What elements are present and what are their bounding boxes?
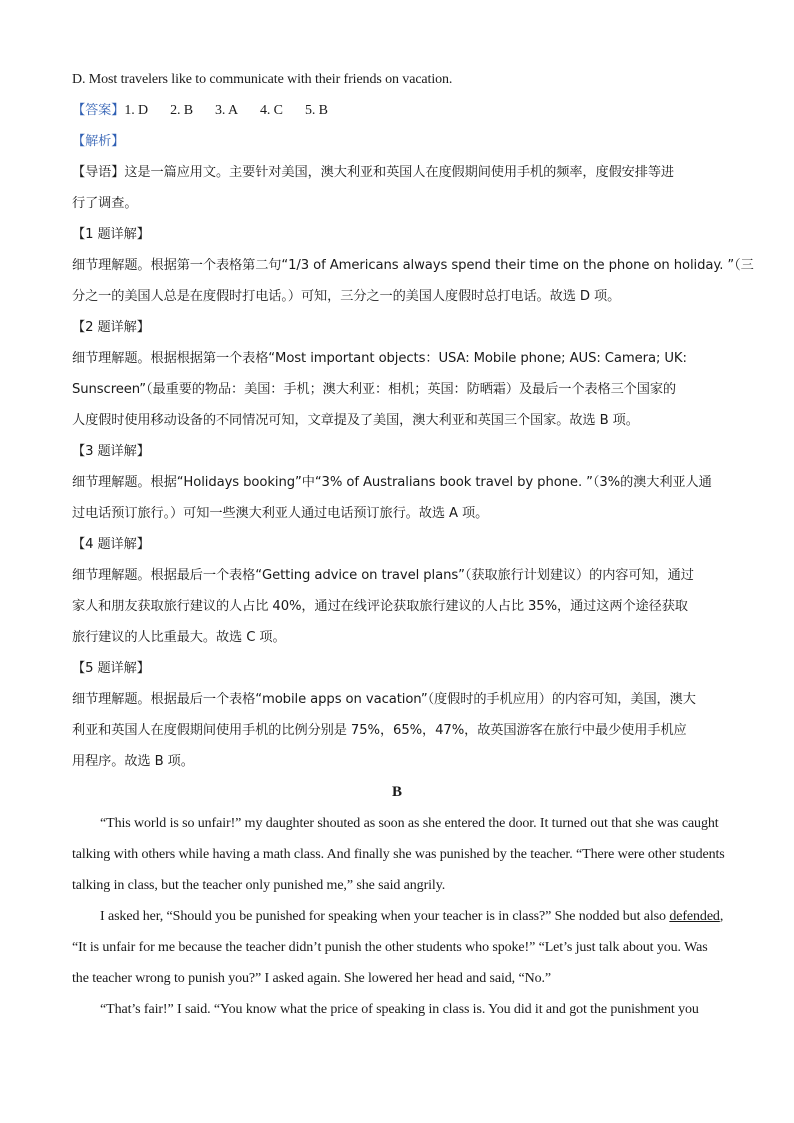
answer-4: 4. C xyxy=(259,103,283,118)
passage-p2-line-1 xyxy=(72,901,722,932)
q4-line-1: 细节理解题。根据最后一个表格“Getting advice on travel plans”（获取旅行计划建议）的内容可知，通过 xyxy=(72,568,694,583)
q1-line-1: 细节理解题。根据第一个表格第二句“1/3 of Americans always spend their time on the phone on holiday. ”（三 xyxy=(72,258,754,273)
passage-p1-line-3: talking in class, but the teacher only punished me,” she said angrily. xyxy=(72,878,446,893)
passage-underlined-word: defended xyxy=(669,909,720,924)
answer-line xyxy=(72,95,722,126)
option-d: D. Most travelers like to communicate with their friends on vacation. xyxy=(72,72,453,87)
q1-heading: 【1 题详解】 xyxy=(72,227,150,242)
document-page xyxy=(72,64,754,1025)
answer-5: 5. B xyxy=(304,103,328,118)
q4-line-2: 家人和朋友获取旅行建议的人占比 40%，通过在线评论获取旅行建议的人占比 35%，通过这两个途径获取 xyxy=(72,599,688,614)
passage-p1-line-1: “This world is so unfair!” my daughter shouted as soon as she entered the door. It turned out that she was caught xyxy=(100,816,719,831)
analysis-label: 【解析】 xyxy=(72,134,125,149)
q2-line-3: 人度假时使用移动设备的不同情况可知，文章提及了美国，澳大利亚和英国三个国家。故选 B 项。 xyxy=(72,413,639,428)
passage-p2-line-2: “It is unfair for me because the teacher didn’t punish the other students who spoke!” “Let’s just talk about you. Was xyxy=(72,940,708,955)
q5-line-3: 用程序。故选 B 项。 xyxy=(72,754,194,769)
q5-line-1: 细节理解题。根据最后一个表格“mobile apps on vacation”（度假时的手机应用）的内容可知，美国，澳大 xyxy=(72,692,696,707)
answer-1: 1. D xyxy=(124,103,149,118)
passage-p2-line-3: the teacher wrong to punish you?” I asked again. She lowered her head and said, “No.” xyxy=(72,971,551,986)
passage-p3-line-1: “That’s fair!” I said. “You know what the price of speaking in class is. You did it and got the punishment you xyxy=(100,1002,699,1017)
q5-heading: 【5 题详解】 xyxy=(72,661,150,676)
passage-p2-text-a: I asked her, “Should you be punished for speaking when your teacher is in class?” She nodded but also xyxy=(100,909,670,924)
q4-heading: 【4 题详解】 xyxy=(72,537,150,552)
guide-line-2: 行了调查。 xyxy=(72,196,138,211)
guide-line-1: 【导语】这是一篇应用文。主要针对美国，澳大利亚和英国人在度假期间使用手机的频率，度假安排等进 xyxy=(72,165,675,180)
section-b-heading: B xyxy=(392,784,402,800)
passage-p1-line-2: talking with others while having a math class. And finally she was punished by the teacher. “There were other students xyxy=(72,847,725,862)
q1-line-2: 分之一的美国人总是在度假时打电话。）可知，三分之一的美国人度假时总打电话。故选 D 项。 xyxy=(72,289,621,304)
q2-line-1: 细节理解题。根据根据第一个表格“Most important objects：USA: Mobile phone; AUS: Camera; UK: xyxy=(72,351,687,366)
passage-p2-text-b: , xyxy=(719,909,724,924)
q3-line-2: 过电话预订旅行。）可知一些澳大利亚人通过电话预订旅行。故选 A 项。 xyxy=(72,506,489,521)
answer-3: 3. A xyxy=(215,103,238,118)
answer-label: 【答案】 xyxy=(72,103,125,118)
q3-line-1: 细节理解题。根据“Holidays booking”中“3% of Australians book travel by phone. ”（3%的澳大利亚人通 xyxy=(72,475,712,490)
q4-line-3: 旅行建议的人比重最大。故选 C 项。 xyxy=(72,630,286,645)
q2-line-2: Sunscreen”（最重要的物品：美国：手机；澳大利亚：相机；英国：防晒霜）及最后一个表格三个国家的 xyxy=(72,382,677,397)
answer-2: 2. B xyxy=(170,103,194,118)
q5-line-2: 利亚和英国人在度假期间使用手机的比例分别是 75%，65%，47%，故英国游客在旅行中最少使用手机应 xyxy=(72,723,687,738)
q3-heading: 【3 题详解】 xyxy=(72,444,150,459)
q2-heading: 【2 题详解】 xyxy=(72,320,150,335)
